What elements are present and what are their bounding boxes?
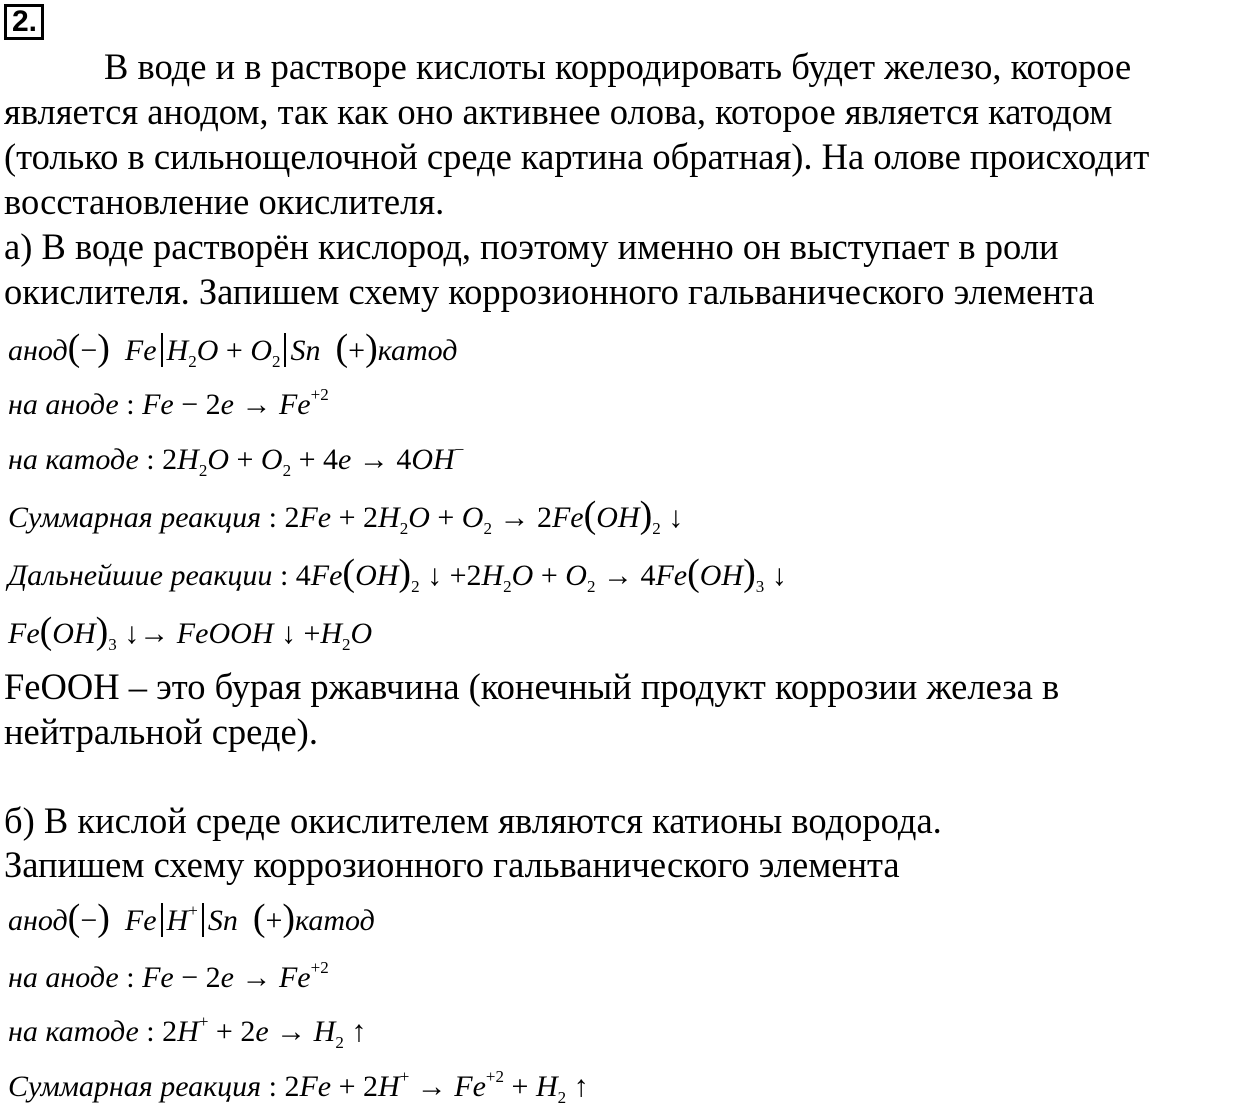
anode-label: анод xyxy=(8,334,68,367)
part-a-cell-scheme: анод(−) Fe $H_2O + O_2$ Sn (+)катод xyxy=(8,327,458,371)
part-a-after-line-1: FeOOH – это бурая ржавчина (конечный продукт коррозии железа в xyxy=(4,666,1060,707)
on-anode-label: на аноде xyxy=(8,388,119,421)
part-a-anode-reaction: на аноде : $Fe - 2e \to Fe^{+2}$ xyxy=(8,385,329,421)
part-b-summary-reaction: Суммарная реакция : $2Fe + 2H^+ \to Fe^{+2} + H_2$ ↑ xyxy=(8,1067,589,1107)
intro-line-4: восстановление окислителя. xyxy=(4,181,445,222)
part-b-cathode-reaction: на катоде : $2H^+ + 2e \to H_2$ ↑ xyxy=(8,1012,367,1052)
part-a-feooh-reaction: $Fe(OH)_3$ ↓→ FeOOH ↓ $+H_2O$ xyxy=(8,610,373,654)
part-b-anode-reaction: на аноде : $Fe - 2e \to Fe^{+2}$ xyxy=(8,958,329,994)
summary-label: Суммарная реакция xyxy=(8,1070,262,1103)
intro-line-1: В воде и в растворе кислоты корродировать будет железо, которое xyxy=(104,46,1132,87)
intro-line-3: (только в сильнощелочной среде картина обратная). На олове происходит xyxy=(4,136,1150,177)
on-anode-label: на аноде xyxy=(8,961,119,994)
part-a-line-2: окислителя. Запишем схему коррозионного гальванического элемента xyxy=(4,271,1095,312)
intro-line-2: является анодом, так как оно активнее олова, которое является катодом xyxy=(4,91,1113,132)
part-b-cell-scheme: анод(−) Fe H+ Sn (+)катод xyxy=(8,897,375,939)
part-a-line-1: а) В воде растворён кислород, поэтому именно он выступает в роли xyxy=(4,226,1059,267)
part-b-line-2: Запишем схему коррозионного гальванического элемента xyxy=(4,844,900,885)
part-a-after-line-2: нейтральной среде). xyxy=(4,711,318,752)
part-a-summary-reaction: Суммарная реакция : $2Fe + 2H_2O + O_2 \to 2Fe(OH)_2$ ↓ xyxy=(8,494,684,538)
problem-number-box: 2. xyxy=(4,4,44,40)
cathode-label: катод xyxy=(377,334,458,367)
part-a-cathode-reaction: на катоде : $2H_2O + O_2 + 4e \to 4OH^-$ xyxy=(8,440,465,480)
further-label: Дальнейшие реакции xyxy=(8,559,273,592)
cathode-label: катод xyxy=(295,904,375,937)
anode-label: анод xyxy=(8,904,68,937)
part-a-further-reactions: Дальнейшие реакции : $4Fe(OH)_2$ ↓ $+2H_2O + O_2 \to 4Fe(OH)_3$ ↓ xyxy=(8,552,787,596)
on-cathode-label: на катоде xyxy=(8,1015,139,1048)
part-b-line-1: б) В кислой среде окислителем являются катионы водорода. xyxy=(4,800,942,841)
summary-label: Суммарная реакция xyxy=(8,501,262,534)
on-cathode-label: на катоде xyxy=(8,443,139,476)
